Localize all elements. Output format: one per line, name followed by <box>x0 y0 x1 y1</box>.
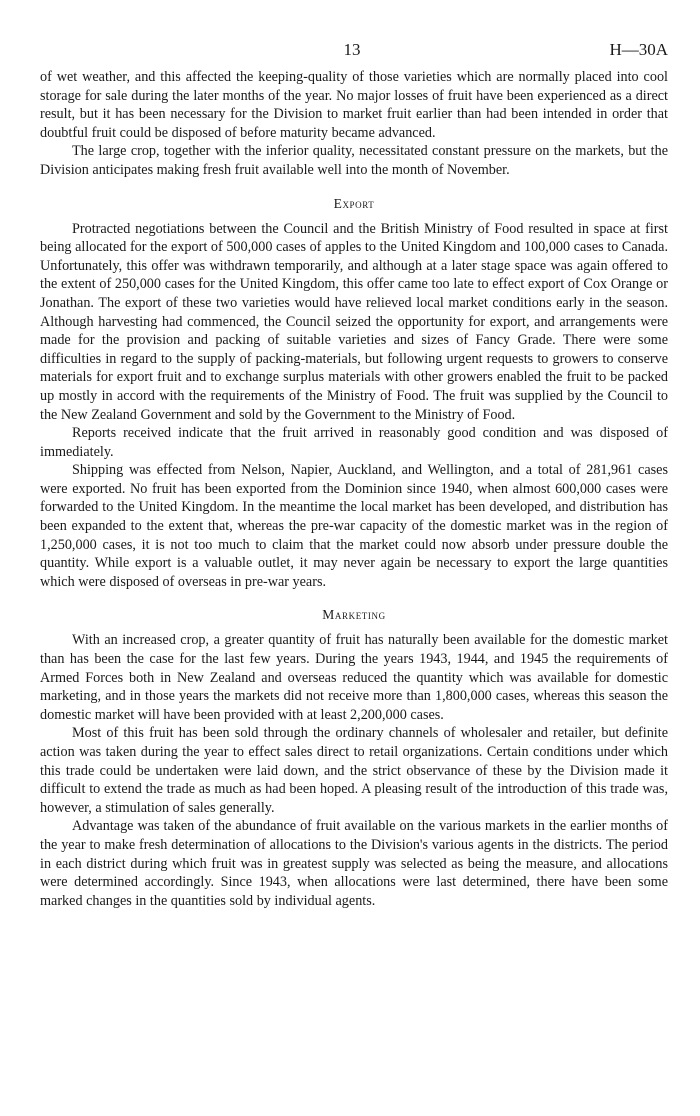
export-paragraph-3: Shipping was effected from Nelson, Napier, Auckland, and Wellington, and a total of 281,961 cases were exported. No fruit has been exported from the Dominion since 1940, when almost 600,000 cases were forwarded to the United Kingdom. In the meantime the local market has been developed, and distribution has been expanded to the extent that, whereas the pre-war capacity of the domestic market was in the region of 1,250,000 cases, it is not too much to claim that the market could now absorb under pressure double the quantity. While export is a valuable outlet, it may never again be necessary to export the large quantities which were disposed of overseas in pre-war years. <box>40 462 668 590</box>
marketing-paragraph-3: Advantage was taken of the abundance of fruit available on the various markets in the earlier months of the year to make fresh determination of allocations to the Division's various agents in the districts. The period in each district during which fruit was in greatest supply was selected as being the measure, and allocations were determined accordingly. Since 1943, when allocations were last determined, there have been some marked changes in the quantities sold by individual agents. <box>40 818 668 909</box>
export-paragraph-2: Reports received indicate that the fruit arrived in reasonably good condition and was disposed of immediately. <box>40 425 668 460</box>
intro-paragraph-2: The large crop, together with the inferior quality, necessitated constant pressure on the markets, but the Division anticipates making fresh fruit available well into the month of November. <box>40 143 668 178</box>
marketing-heading: Marketing <box>322 607 386 623</box>
intro-section <box>40 68 668 180</box>
marketing-paragraph-1: With an increased crop, a greater quantity of fruit has naturally been available for the domestic market than has been the case for the last few years. During the years 1943, 1944, and 1945 the requirements of Armed Forces both in New Zealand and overseas reduced the quantity which was available for domestic marketing, and in those years the markets did not receive more than 1,800,000 cases, whereas this season the domestic market will have been provided with at least 2,200,000 cases. <box>40 632 668 723</box>
export-heading: Export <box>333 195 375 211</box>
marketing-section <box>40 607 668 910</box>
document-page <box>40 40 668 910</box>
export-section <box>40 196 668 592</box>
page-header <box>40 40 668 68</box>
intro-paragraph-1: of wet weather, and this affected the keeping-quality of those varieties which are normally placed into cool storage for sale during the later months of the year. No major losses of fruit have been experienced as a direct result, but it has been necessary for the Division to market fruit earlier than had been intended in order that doubtful fruit could be disposed of before maturity became advanced. <box>40 69 668 141</box>
export-paragraph-1: Protracted negotiations between the Council and the British Ministry of Food resulted in space at first being allocated for the export of 500,000 cases of apples to the United Kingdom and 100,000 cases to Canada. Unfortunately, this offer was withdrawn temporarily, and although at a later stage space was again offered to the extent of 250,000 cases for the United Kingdom, this offer came too late to effect export of Cox Orange or Jonathan. The export of these two varieties would have relieved local market conditions early in the season. Although harvesting had commenced, the Council seized the opportunity for export, and arrangements were made for the provision and packing of suitable varieties and sizes of Fancy Grade. There were some difficulties in regard to the supply of packing-materials, but following urgent requests to growers to conserve materials for export fruit and to exchange surplus materials with other growers enabled the fruit to be packed up mostly in accord with the requirements of the Ministry of Food. The fruit was supplied by the Council to the New Zealand Government and sold by the Government to the Ministry of Food. <box>40 220 668 423</box>
marketing-paragraph-2: Most of this fruit has been sold through the ordinary channels of wholesaler and retailer, but definite action was taken during the year to effect sales direct to retail organizations. Certain conditions under which this trade could be undertaken were laid down, and the strict observance of these by the Division made it difficult to extend the trade as much as had been hoped. A pleasing result of the introduction of this trade was, however, a stimulation of sales generally. <box>40 725 668 816</box>
page-number: 13 <box>343 40 361 59</box>
document-code: H—30A <box>609 40 668 59</box>
